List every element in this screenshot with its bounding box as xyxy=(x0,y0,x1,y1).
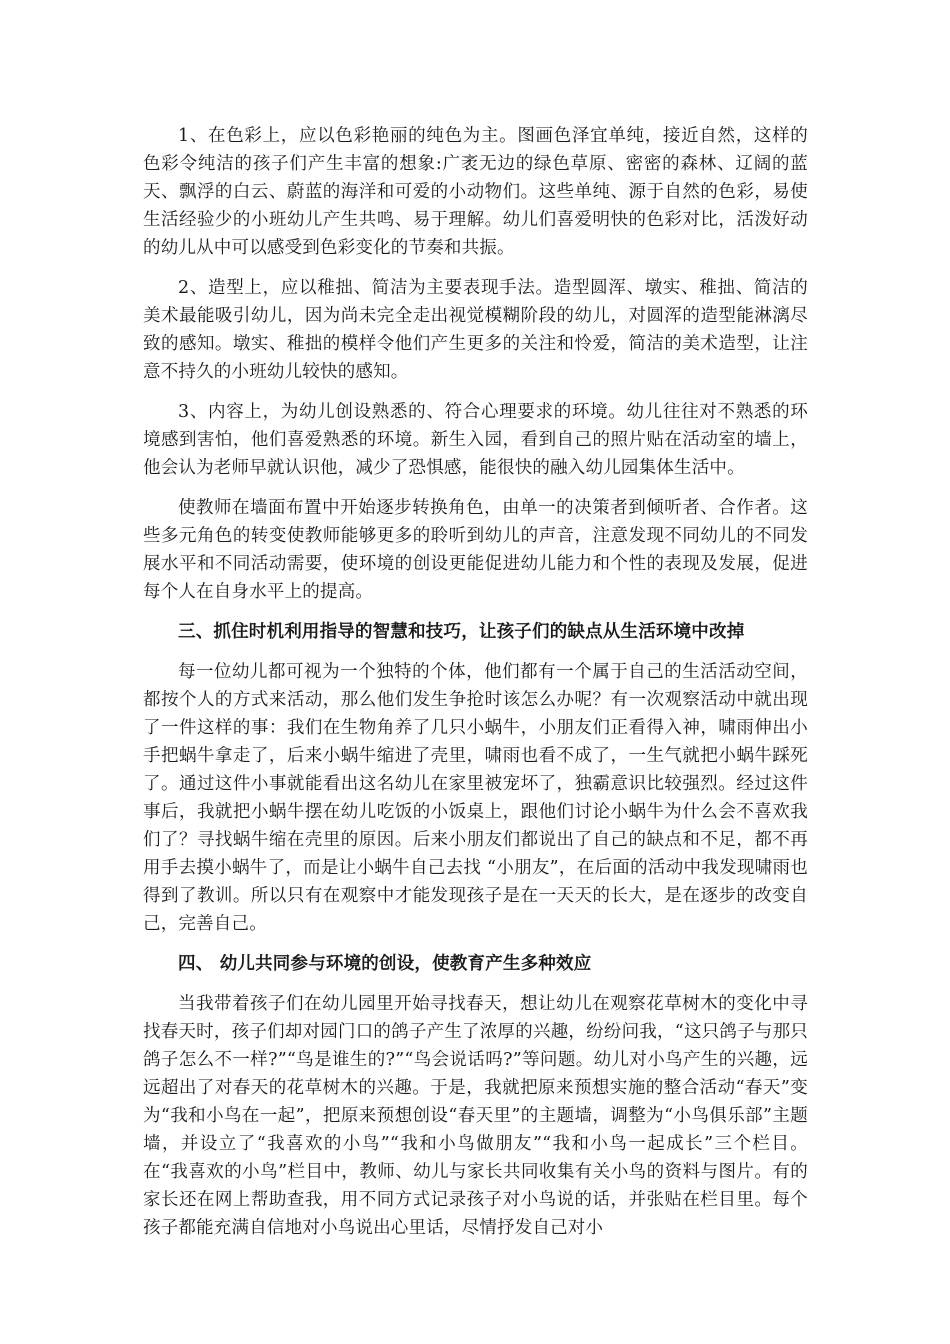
section-heading-three: 三、抓住时机利用指导的智慧和技巧，让孩子们的缺点从生活环境中改掉 xyxy=(178,622,745,642)
paragraph-shape: 2、造型上，应以稚拙、简洁为主要表现手法。造型圆浑、墩实、稚拙、简洁的美术最能吸引幼儿，因为尚未完全走出视觉模糊阶段的幼儿，对圆浑的造型能淋漓尽致的感知。墩实、稚拙的模样令他们产生更多的关注和怜爱，简洁的美术造型，让注意不持久的小班幼儿较快的感知。 xyxy=(143,278,808,382)
paragraph-teacher-role: 使教师在墙面布置中开始逐步转换角色，由单一的决策者到倾听者、合作者。这些多元角色的转变使教师能够更多的聆听到幼儿的声音，注意发现不同幼儿的不同发展水平和不同活动需要，使环境的创设更能促进幼儿能力和个性的表现及发展，促进每个人在自身水平上的提高。 xyxy=(143,498,808,602)
section-heading-four: 四、 幼儿共同参与环境的创设，使教育产生多种效应 xyxy=(178,954,592,974)
document-page xyxy=(143,122,808,1254)
paragraph-color: 1、在色彩上，应以色彩艳丽的纯色为主。图画色泽宜单纯，接近自然，这样的色彩令纯洁的孩子们产生丰富的想象:广袤无边的绿色草原、密密的森林、辽阔的蓝天、飘浮的白云、蔚蓝的海洋和可爱的小动物们。这些单纯、源于自然的色彩，易使生活经验少的小班幼儿产生共鸣、易于理解。幼儿们喜爱明快的色彩对比，活泼好动的幼儿从中可以感受到色彩变化的节奏和共振。 xyxy=(143,126,808,258)
paragraph-bird-theme: 当我带着孩子们在幼儿园里开始寻找春天，想让幼儿在观察花草树木的变化中寻找春天时，孩子们却对园门口的鸽子产生了浓厚的兴趣，纷纷问我，“这只鸽子与那只鸽子怎么不一样?”“鸟是谁生的?”“鸟会说话吗?”等问题。幼儿对小鸟产生的兴趣，远远超出了对春天的花草树木的兴趣。于是，我就把原来预想实施的整合活动“春天”变为“我和小鸟在一起”，把原来预想创设“春天里”的主题墙，调整为“小鸟俱乐部”主题墙，并设立了“我喜欢的小鸟”“我和小鸟做朋友”“我和小鸟一起成长”三个栏目。在“我喜欢的小鸟”栏目中，教师、幼儿与家长共同收集有关小鸟的资料与图片。有的家长还在网上帮助查我，用不同方式记录孩子对小鸟说的话，并张贴在栏目里。每个孩子都能充满自信地对小鸟说出心里话，尽情抒发自己对小 xyxy=(143,994,808,1238)
paragraph-content: 3、内容上，为幼儿创设熟悉的、符合心理要求的环境。幼儿往往对不熟悉的环境感到害怕，他们喜爱熟悉的环境。新生入园，看到自己的照片贴在活动室的墙上，他会认为老师早就认识他，减少了恐惧感，能很快的融入幼儿园集体生活中。 xyxy=(143,402,808,478)
paragraph-snail-story: 每一位幼儿都可视为一个独特的个体，他们都有一个属于自己的生活活动空间，都按个人的方式来活动，那么他们发生争抢时该怎么办呢？有一次观察活动中就出现了一件这样的事：我们在生物角养了几只小蜗牛，小朋友们正看得入神，啸雨伸出小手把蜗牛拿走了，后来小蜗牛缩进了壳里，啸雨也看不成了，一生气就把小蜗牛踩死了。通过这件小事就能看出这名幼儿在家里被宠坏了，独霸意识比较强烈。经过这件事后，我就把小蜗牛摆在幼儿吃饭的小饭桌上，跟他们讨论小蜗牛为什么会不喜欢我们了？寻找蜗牛缩在壳里的原因。后来小朋友们都说出了自己的缺点和不足，都不再用手去摸小蜗牛了，而是让小蜗牛自己去找 “小朋友”，在后面的活动中我发现啸雨也得到了教训。所以只有在观察中才能发现孩子是在一天天的长大，是在逐步的改变自己，完善自己。 xyxy=(143,662,808,934)
